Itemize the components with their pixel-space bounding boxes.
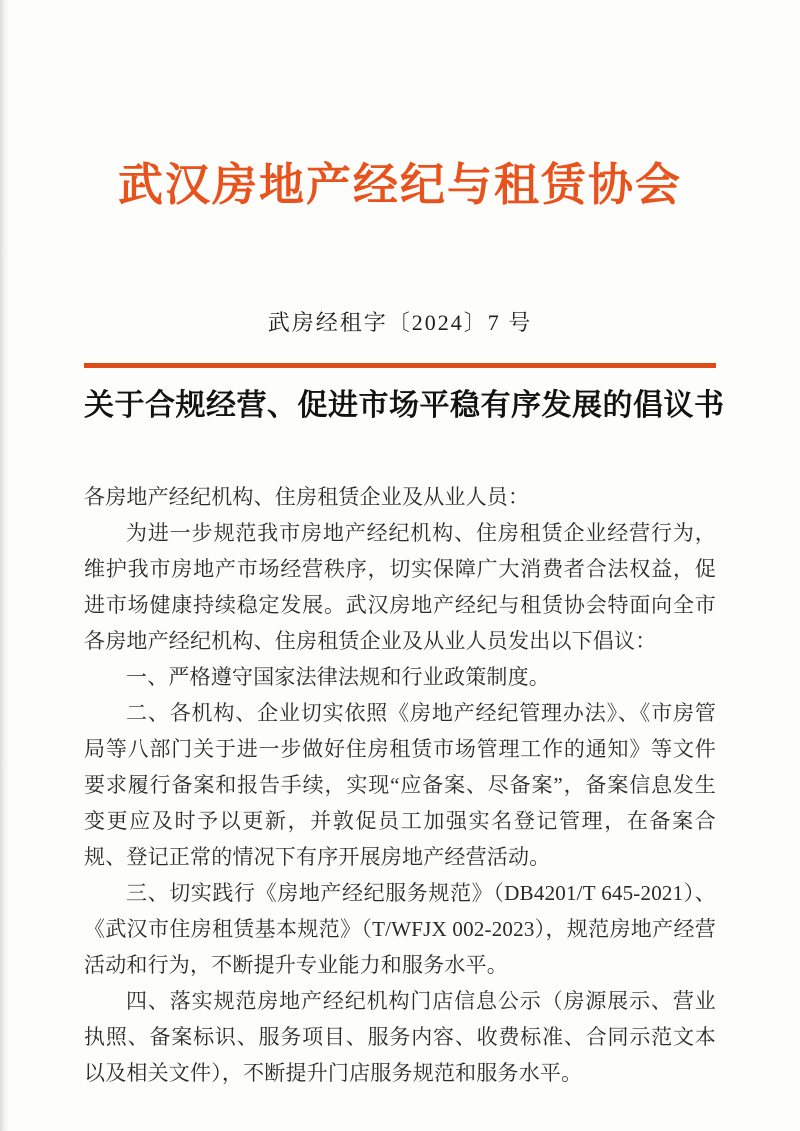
paragraph-item-3: 三、切实践行《房地产经纪服务规范》（DB4201/T 645-2021）、《武汉市住房租赁基本规范》（T/WFJX 002-2023），规范房地产经营活动和行为，不断提升专业能力和服务水平。 — [84, 881, 716, 977]
document-number: 武房经租字〔2024〕7 号 — [267, 310, 533, 335]
letterhead-org-title: 武汉房地产经纪与租赁协会 — [117, 159, 682, 210]
red-divider-rule — [84, 363, 716, 368]
document-body — [84, 479, 716, 1091]
paragraph-item-4: 四、落实规范房地产经纪机构门店信息公示（房源展示、营业执照、备案标识、服务项目、服务内容、收费标准、合同示范文本以及相关文件），不断提升门店服务规范和服务水平。 — [84, 989, 716, 1085]
salutation-line: 各房地产经纪机构、住房租赁企业及从业人员： — [84, 485, 530, 509]
document-heading: 关于合规经营、促进市场平稳有序发展的倡议书 — [84, 389, 725, 422]
paragraph-intro: 为进一步规范我市房地产经纪机构、住房租赁企业经营行为，维护我市房地产市场经营秩序，切实保障广大消费者合法权益，促进市场健康持续稳定发展。武汉房地产经纪与租赁协会特面向全市各房地产经纪机构、住房租赁企业及从业人员发出以下倡议： — [84, 521, 716, 653]
paragraph-item-1: 一、严格遵守国家法律法规和行业政策制度。 — [126, 665, 550, 689]
paragraph-item-2: 二、各机构、企业切实依照《房地产经纪管理办法》、《市房管局等八部门关于进一步做好住房租赁市场管理工作的通知》等文件要求履行备案和报告手续，实现“应备案、尽备案”，备案信息发生变更应及时予以更新，并敦促员工加强实名登记管理，在备案合规、登记正常的情况下有序开展房地产经营活动。 — [84, 701, 716, 869]
